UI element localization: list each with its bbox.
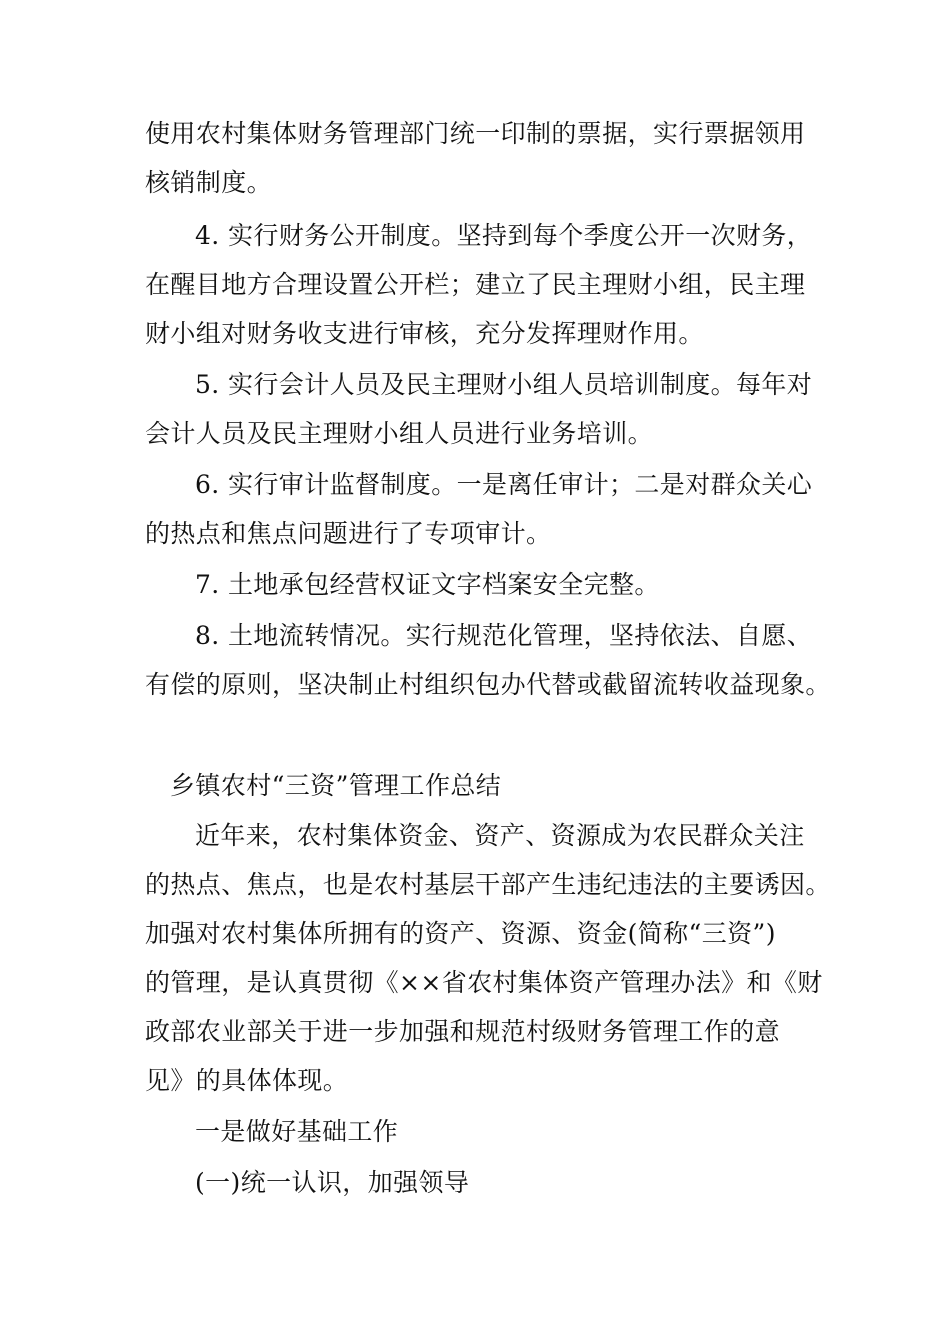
subsection-heading: (一)统一认识，加强领导	[195, 1168, 470, 1197]
numbered-item-5: 5. 实行会计人员及民主理财小组人员培训制度。每年对	[195, 370, 813, 399]
numbered-item-8: 8. 土地流转情况。实行规范化管理，坚持依法、自愿、	[195, 621, 813, 650]
document-title: 乡镇农村“三资”管理工作总结	[170, 771, 502, 800]
body-text-line: 使用农村集体财务管理部门统一印制的票据，实行票据领用	[145, 119, 806, 148]
numbered-item-6: 6. 实行审计监督制度。一是离任审计；二是对群众关心	[195, 470, 813, 499]
body-text-line: 的热点和焦点问题进行了专项审计。	[145, 519, 552, 548]
paragraph-start: 近年来，农村集体资金、资产、资源成为农民群众关注	[195, 821, 805, 850]
numbered-item-4: 4. 实行财务公开制度。坚持到每个季度公开一次财务，	[195, 221, 813, 250]
section-heading: 一是做好基础工作	[195, 1117, 399, 1146]
body-text-line: 的管理，是认真贯彻《××省农村集体资产管理办法》和《财	[145, 968, 823, 997]
body-text-line: 加强对农村集体所拥有的资产、资源、资金(简称“三资”)	[145, 919, 776, 948]
body-text-line: 核销制度。	[145, 168, 273, 197]
body-text-line: 财小组对财务收支进行审核，充分发挥理财作用。	[145, 319, 704, 348]
body-text-line: 的热点、焦点，也是农村基层干部产生违纪违法的主要诱因。	[145, 870, 831, 899]
body-text-line: 见》的具体体现。	[145, 1066, 349, 1095]
body-text-line: 有偿的原则，坚决制止村组织包办代替或截留流转收益现象。	[145, 670, 831, 699]
body-text-line: 在醒目地方合理设置公开栏；建立了民主理财小组，民主理	[145, 270, 806, 299]
body-text-line: 会计人员及民主理财小组人员进行业务培训。	[145, 419, 654, 448]
numbered-item-7: 7. 土地承包经营权证文字档案安全完整。	[195, 570, 660, 599]
body-text-line: 政部农业部关于进一步加强和规范村级财务管理工作的意	[145, 1017, 781, 1046]
